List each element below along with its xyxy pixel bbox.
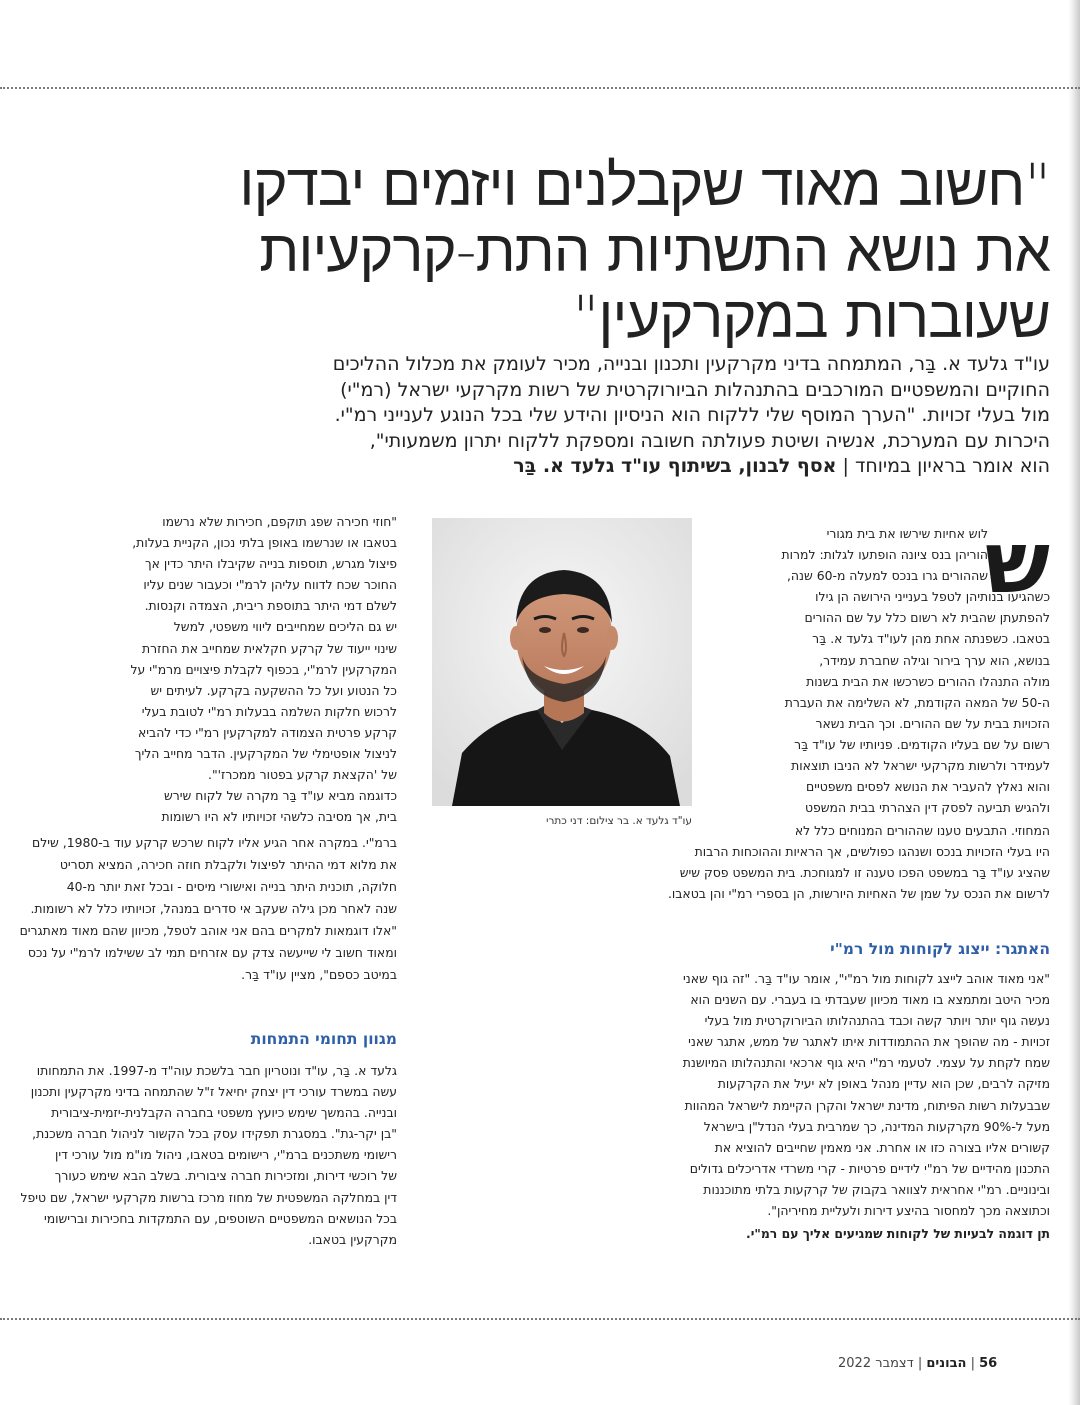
text-line: רישומי משתכנים ברמ"י, רישומים בטאבו, ניהול מו"מ מול עורכי דין [54,1147,397,1163]
text-line: כל הנטוע ועל כל ההשקעה בקרקע. לעיתים יש [150,682,397,698]
text-line: את מלוא דמי ההיתר לפיצול ולקבלת חוזה חכירה, המציא תסריט [59,857,397,872]
lede-line: היכרות עם המערכת, אנשיה ושיטת פעולתה חשובה ומספקת ללקוח יתרון משמעותי", [369,429,1050,452]
text-line: מכיר היטב ומתמצא בו מאוד מכיוון שעבדתי בו בעברי. עם השנים הוא [690,992,1050,1008]
text-line: החוכר שכח לדווח עליהן לרמ"י וכעבור שנים עליו [143,577,397,593]
text-line: עשה במשרד עורכי דין יצחק יחיאל ז"ל שהתמחה בדיני מקרקעין ותכנון [30,1084,397,1100]
text-line: המחוזי. התבעים טענו שההורים המנוחים כלל לא [794,823,1050,838]
text-line: של 'הקצאת קרקע בפטור ממכרז'". [208,767,397,783]
text-line: "חוזי חכירה שפג תוקפם, חכירות שלא נרשמו [162,514,397,529]
footer-separator: | [913,1356,923,1371]
byline-authors: אסף לבנון, בשיתוף עו"ד גלעד א. בַּר [513,455,837,477]
text-line: הזכויות בבית על שם ההורים. וכך הבית נשאר [815,715,1050,731]
text-line: יש גם הליכים שמחייבים ליווי משפטי, למשל [173,619,397,635]
lede-line: עו"ד גלעד א. בַּר, המתמחה בדיני מקרקעין ותכנון ובנייה, מכיר לעומק את מכלול ההליכים [332,353,1050,375]
text-line: כשהגיעו בנותיהן לטפל בענייני הירושה הן גילו [815,589,1050,605]
footer-separator: | [966,1356,975,1371]
text-line: שבבעלות רשות הפיתוח, מדינת ישראל והקרן הקיימת לישראל המהוות [684,1097,1050,1113]
lede-line: מול בעלי זכויות. "הערך המוסף שלי ללקוח הוא הניסיון והידע שלי בכל הנוגע לענייני רמ"י. [334,404,1050,426]
text-line: לשלם דמי היתר בתוספת ריבית, הצמדה וקנסות. [144,598,397,614]
text-line: גלעד א. בַּר, עו"ד ונוטריון חבר בלשכת עוה"ד מ-1997. את התמחותו [36,1063,397,1078]
text-line: "אלו דוגמאות למקרים בהם אני אוהב לטפל, מכיוון שהם מאוד מאתגרים [19,923,397,938]
drop-cap: ש [984,513,1050,613]
text-line: להפתעתן שהבית לא רשום כלל על שם ההורים [804,610,1050,626]
text-line: שההורים גרו בנכס למעלה מ-60 שנה, [786,568,988,584]
text-line: קשורים אליו בצורה כזו או אחרת. אני מאמין שחייבים להוציא את [714,1139,1050,1155]
column-left-top [41,511,397,827]
headline-line: שעוברות במקרקעין" [572,283,1050,351]
magazine-name: הבונים [926,1356,967,1371]
text-line: היו בעלי הזכויות בנכס ושנהגו כפולשים, אך הראיות וההוכחות הרבות [694,844,1050,860]
text-line: לרשום את הנכס על שמן של האחיות היורשות, הן בספרי רמ"י והן בטאבו. [667,886,1050,902]
text-line: לעמידר ולרשות מקרקעי ישראל לא הניבו תוצאות [791,758,1050,774]
column-left-bottom [20,1060,397,1250]
text-line: פיצול מגרש, תוספות בנייה שקיבלו היתר כדין אך [145,556,397,572]
text-line: התכנון מהידיים של רמ"י לידיים פרטיות - קרי משרדי אדריכלים גדולים [689,1160,1050,1176]
text-line: קרקע פרטית הצמודה למקרקעין רמ"י כדי להביא [138,724,397,740]
text-line: בית, אך מסיבה כלשהי זכויותיו לא היו רשומות [161,809,397,825]
text-line: מזיקה לרבים, שכן הוא עדיין מנהל באופן לא יעיל את הקרקעות [717,1076,1050,1092]
text-line: נעשה גוף יותר ויותר קשה וכבד בהתנהלותו הביורוקרטית מול בעלי [704,1013,1050,1029]
page-edge-shadow [1068,0,1080,1405]
column-continuation [369,820,1050,904]
text-line: רשום על שם בעליו הקודמים. פניותיו של עו"ד בַּר [794,736,1050,752]
text-line: של רוכשי דירות, ומזכירות חברה ציבורית. בשלב הבא שימש כעורך [54,1168,397,1184]
page-number: 56 [979,1356,998,1371]
column-right-intro [720,523,1050,818]
text-line: ולהגיש תביעה לפסק דין הצהרתי בבית המשפט [804,800,1050,816]
text-line: ובנייה. בהמשך שימש כיועץ משפטי בחברה הקבלנית-יזמית-ציבורית [51,1105,397,1121]
page-footer [838,1356,997,1371]
text-line: במיטב כספם", מציין עו"ד בַּר. [241,967,397,982]
text-line: "בן יקר-גת". במסגרת תפקידו עסק בכל הקשור לניהול חברה משכנת, [32,1126,397,1142]
text-line: לרכוש חלקות השלמה בבעלות רמ"י לטובת בעלי [141,703,397,719]
text-line: המקרקעין לרמ"י, בכפוף לקבלת פיצויים מרמ"י על [130,661,397,677]
text-line: שהציג עו"ד בַּר במשפט הפכו טענה זו למגוחכת. בית המשפט פסק שיש [679,865,1050,881]
text-line: מעל ל-90% מקרקעות המדינה, כך שמרבית בעלי הנדל"ן בישראל [703,1118,1050,1134]
byline [30,454,1050,480]
headline-line: את נושא התשתיות התת-קרקעיות [259,217,1050,285]
text-line: וכתוצאה מכך למחסור בהיצע דירות ולעליית מחיריהן". [767,1203,1050,1219]
text-line: שמח לקחת על עצמי. לטעמי רמ"י היא גוף ארכאי והתנהלותו המיושנת [682,1055,1050,1071]
article-headline [30,152,1050,350]
byline-prefix: הוא אומר בראיון במיוחד | [836,455,1050,477]
text-line: לניצול אופטימלי של המקרקעין. הדבר מחייב הליך [134,746,397,762]
text-line: זכויות - מה שהופך את ההתמודדות איתו לאתגר של ממש, אתגר שאני [688,1034,1050,1050]
top-dotted-rule [0,87,1080,89]
subheading-challenge: האתגר: ייצוג לקוחות מול רמ"י [830,940,1050,958]
text-line: הוריהן בנס ציונה הופתעו לגלות: למרות [781,547,988,563]
text-line: בכל הנושאים המשפטיים השוטפים, עם התמקדות בחכירות וברישומי [43,1210,397,1226]
text-line: כדוגמה מביא עו"ד בַּר מקרה של לקוח שירש [163,788,397,804]
text-line: בטאבו. כשפנתה אחת מהן לעו"ד גלעד א. בַּר [812,631,1050,647]
text-line: מקרקעין בטאבו. [308,1231,397,1247]
text-line: שינוי ייעוד של קרקע חקלאית שמחייב את החזרת [142,640,397,656]
text-line: מולה התנהלו ההורים כשרכשו את הבית בשנות [806,673,1050,689]
text-line: דין במחלקה המשפטית של מחוז מרכז ברשות מקרקעי ישראל, שם טיפל [20,1189,397,1205]
bottom-dotted-rule [0,1318,1080,1320]
lede-line: החוקיים והמשפטיים המורכבים בהתנהלות הביורוקרטית של רשות מקרקעי ישראל (רמ"י) [340,378,1050,401]
text-line: ובינוניים. רמ"י אחראית לצוואר בקבוק של קרקעות בלתי מתוכננות [703,1181,1050,1197]
portrait-photo [432,518,692,806]
portrait-illustration [432,518,692,806]
text-line: "אני מאוד אוהב לייצג לקוחות מול רמ"י", אומר עו"ד בַּר. "זה גוף שאני [683,971,1050,986]
text-line: חלוקה, תוכנית היתר בנייה ואישורי מיסים - ובכל זאת יותר מ-40 [66,879,397,894]
photo-caption: עו"ד גלעד א. בר צילום: דני כתרי [546,815,692,827]
closing-question: תן דוגמה לבעיות של לקוחות שמגיעים אליך עם רמ"י. [746,1226,1050,1242]
column-left-middle [19,832,397,986]
text-line: והוא נאלץ להעביר את הנושא לפסים משפטיים [805,779,1050,795]
text-line: ומאוד חשוב לי שייעשה צדק עם אזרחים תמי לב ששילמו לרמ"י על נכס [27,945,397,960]
headline-line: "חשוב מאוד שקבלנים ויזמים יבדקו [239,151,1050,219]
text-line: שנה לאחר מכן גילה שעקב אי סדרים במנהל, זכויותיו כלל לא רשומות. [30,901,397,916]
text-line: בטאבו או שנרשמו באופן בלתי נכון, הקניית בעלות, [132,535,397,551]
text-line: ברמ"י. במקרה אחר הגיע אליו לקוח שרכש קרקע עוד ב-1980, שילם [32,835,397,850]
issue-date: דצמבר 2022 [838,1356,914,1371]
subheading-expertise: מגוון תחומי התמחות [250,1030,397,1048]
text-line: לוש אחיות שירשו את בית מגורי [826,526,988,541]
text-line: בנושא, הוא ערך בירור וגילה שחברת עמידר, [819,652,1050,668]
column-right-bottom [682,968,1050,1244]
text-line: ה-50 של המאה הקודמת, לא השלימה את העברת [784,694,1050,710]
article-lede [30,352,1050,480]
